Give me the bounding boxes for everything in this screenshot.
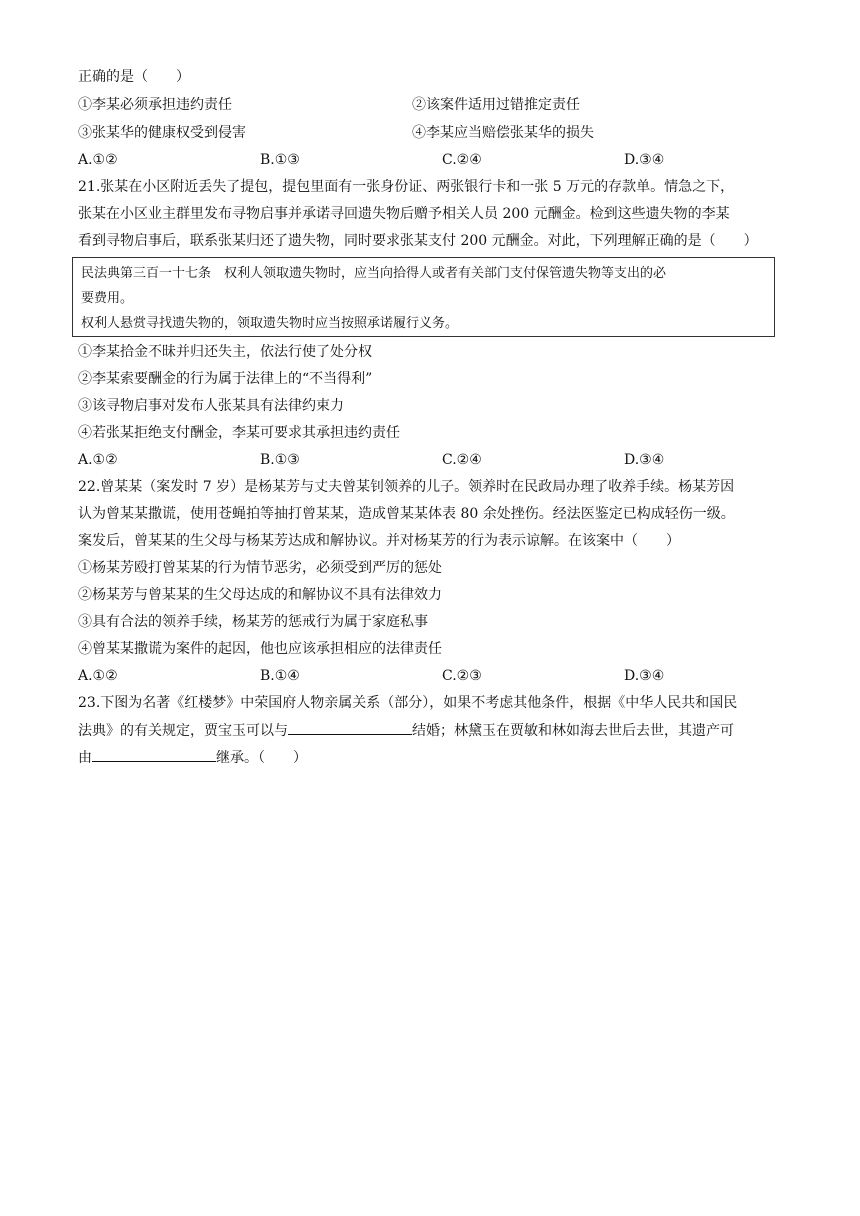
q21-stem-line-2: 张某在小区业主群里发布寻物启事并承诺寻回遗失物后赠予相关人员 200 元酬金。检到这些遗失物的李某 — [78, 206, 730, 222]
q20-choice-a: A.①② — [78, 152, 118, 168]
q20-choice-c: C.②④ — [442, 152, 482, 168]
q23-stem-line-2-end: 结婚；林黛玉在贾敏和林如海去世后去世，其遗产可 — [412, 723, 734, 739]
q22-stem-line-2: 认为曾某某撒谎，使用苍蝇拍等抽打曾某某，造成曾某某体表 80 余处挫伤。经法医鉴定已构成轻伤一级。 — [78, 506, 735, 522]
q22-choice-c: C.②③ — [442, 668, 482, 684]
q22-choice-a: A.①② — [78, 668, 118, 684]
q21-statement-3: ③该寻物启事对发布人张某具有法律约束力 — [78, 398, 344, 414]
q22-statement-2: ②杨某芳与曾某某的生父母达成的和解协议不具有法律效力 — [78, 587, 442, 603]
q23-stem-line-2 — [78, 720, 734, 741]
civil-code-line-3: 权利人悬赏寻找遗失物的，领取遗失物时应当按照承诺履行义务。 — [81, 316, 459, 331]
q23-stem-line-3-start: 由 — [78, 750, 92, 766]
q23-stem-line-3 — [78, 747, 307, 768]
q23-answer-blank-2[interactable] — [92, 747, 216, 762]
q21-statement-1: ①李某拾金不昧并归还失主，依法行使了处分权 — [78, 344, 372, 360]
q23-stem-line-1: 23.下图为名著《红楼梦》中荣国府人物亲属关系（部分），如果不考虑其他条件，根据《中华人民共和国民 — [78, 695, 738, 711]
q21-choice-a: A.①② — [78, 452, 118, 468]
q23-answer-blank-1[interactable] — [288, 720, 412, 735]
q21-choice-c: C.②④ — [442, 452, 482, 468]
q20-choice-d: D.③④ — [624, 152, 665, 168]
q22-choice-d: D.③④ — [624, 668, 665, 684]
q21-choice-d: D.③④ — [624, 452, 665, 468]
q22-statement-1: ①杨某芳殴打曾某某的行为情节恶劣，必须受到严厉的惩处 — [78, 560, 442, 576]
civil-code-excerpt-box — [72, 257, 775, 337]
civil-code-line-2: 要费用。 — [81, 291, 134, 306]
q22-stem-line-1: 22.曾某某（案发时 7 岁）是杨某芳与丈夫曾某钊领养的儿子。领养时在民政局办理了收养手续。杨某芳因 — [78, 479, 735, 495]
q21-stem-line-3: 看到寻物启事后，联系张某归还了遗失物，同时要求张某支付 200 元酬金。对此，下列理解正确的是（ ） — [78, 233, 758, 249]
civil-code-line-1: 民法典第三百一十七条 权利人领取遗失物时，应当向拾得人或者有关部门支付保管遗失物等支出的必 — [81, 266, 667, 281]
q22-stem-line-3: 案发后，曾某某的生父母与杨某芳达成和解协议。并对杨某芳的行为表示谅解。在该案中（ ） — [78, 533, 680, 549]
q20-statement-2: ②该案件适用过错推定责任 — [412, 97, 580, 113]
q20-choice-b: B.①③ — [260, 152, 300, 168]
q21-choice-b: B.①③ — [260, 452, 300, 468]
q22-statement-3: ③具有合法的领养手续，杨某芳的惩戒行为属于家庭私事 — [78, 614, 428, 630]
q20-statement-1: ①李某必须承担违约责任 — [78, 97, 232, 113]
q20-statement-3: ③张某华的健康权受到侵害 — [78, 125, 246, 141]
q20-stem-tail: 正确的是（ ） — [78, 69, 190, 85]
q21-statement-4: ④若张某拒绝支付酬金，李某可要求其承担违约责任 — [78, 425, 400, 441]
q21-stem-line-1: 21.张某在小区附近丢失了提包，提包里面有一张身份证、两张银行卡和一张 5 万元的存款单。情急之下， — [78, 179, 735, 195]
q22-statement-4: ④曾某某撒谎为案件的起因，他也应该承担相应的法律责任 — [78, 641, 442, 657]
q22-choice-b: B.①④ — [260, 668, 300, 684]
q23-stem-line-3-end: 继承。（ ） — [216, 750, 307, 766]
q23-stem-line-2-start: 法典》的有关规定，贾宝玉可以与 — [78, 723, 288, 739]
q21-statement-2: ②李某索要酬金的行为属于法律上的“不当得利” — [78, 371, 373, 387]
q20-statement-4: ④李某应当赔偿张某华的损失 — [412, 125, 594, 141]
